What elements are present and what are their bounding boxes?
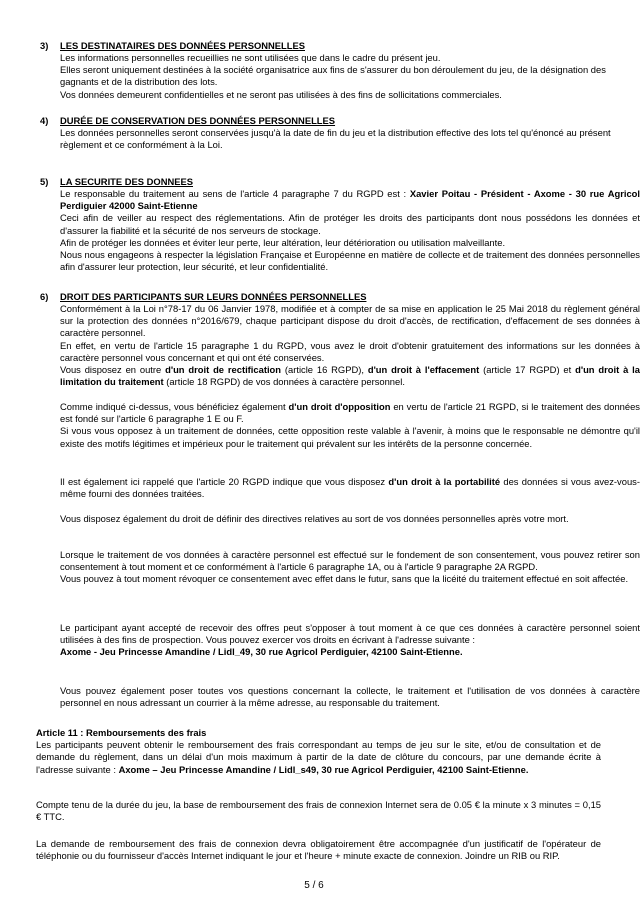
section-3-body <box>60 52 640 101</box>
right-erasure: d'un droit à l'effacement <box>367 364 480 376</box>
text-run: des données si vous avez-vous-même fourni des données traitées. <box>60 476 640 500</box>
section-6-block-6 <box>60 622 640 659</box>
section-4-body <box>60 127 640 151</box>
section-4-title: DURÉE DE CONSERVATION DES DONNÉES PERSONNELLES <box>60 115 336 126</box>
section-6-number: 6) <box>40 291 49 302</box>
section-3-line-1: Les informations personnelles recueillies ne sont utilisées que dans le cadre du présent jeu. <box>60 52 441 63</box>
article-11 <box>36 727 601 776</box>
section-5-number: 5) <box>40 176 49 187</box>
section-4-number: 4) <box>40 115 49 126</box>
section-5-title: LA SECURITE DES DONNEES <box>60 176 194 187</box>
section-6-para-12: Vous pouvez également poser toutes vos questions concernant la collecte, le traitement et l'utilisation de vos données à caractère personnel en nous adressant un courrier à la même adresse, au responsable du traitement. <box>60 685 640 709</box>
section-6-block-1 <box>60 303 640 388</box>
article-11-title: Article 11 : Remboursements des frais <box>36 727 207 738</box>
page-number: 5 / 6 <box>304 880 324 891</box>
section-3-title: LES DESTINATAIRES DES DONNÉES PERSONNELLES <box>60 40 305 51</box>
section-6-para-7: Vous disposez également du droit de définir des directives relatives au sort de vos données personnelles après votre mort. <box>60 513 569 524</box>
section-6-para-3 <box>60 364 640 388</box>
article-11-para-3: La demande de remboursement des frais de connexion devra obligatoirement être accompagnée d'un justificatif de l'opérateur de téléphonie ou du fournisseur d'accès Internet indiquant le jour et l'heure + minute exacte de connexion. Joindre un RIB ou RIP. <box>36 838 601 862</box>
right-opposition: d'un droit d'opposition <box>288 401 391 412</box>
refund-address: Axome – Jeu Princesse Amandine / Lidl_s49, 30 rue Agricol Perdiguier, 42100 Saint-Etienne. <box>118 763 529 775</box>
section-5-line-4: Nous nous engageons à respecter la législation Française et Européenne en matière de collecte et de traitement des données personnelles afin d'assurer leur protection, leur sécurité, et leur confidentialité. <box>60 249 640 273</box>
section-6-block-3 <box>60 476 640 500</box>
section-6-block-7 <box>60 685 640 709</box>
text-run: en vertu de l'article 21 RGPD, si le traitement des données est fondé sur l'article 6 paragraphe 1 E ou F. <box>60 401 640 425</box>
section-6-block-4 <box>60 513 640 525</box>
text-run: (article 17 RGPD) et <box>479 364 576 376</box>
section-6-para-10: Le participant ayant accepté de recevoir des offres peut s'opposer à tout moment à ce que ces données à caractère personnel soient utilisées à des fins de prospection. Vous pouvez exercer vos droits en écrivant à l'adresse suivante : <box>60 622 640 646</box>
section-3-line-2: Elles seront uniquement destinées à la société organisatrice aux fins de s'assurer du bon déroulement du jeu, de la désignation des gagnants et de la distribution des lots. <box>60 64 606 88</box>
right-portability: d'un droit à la portabilité <box>388 476 501 487</box>
text-run: Vous disposez en outre <box>60 364 166 376</box>
section-6-para-6 <box>60 476 640 500</box>
right-rectification: d'un droit de rectification <box>165 364 282 376</box>
section-4-line-1: Les données personnelles seront conservées jusqu'à la date de fin du jeu et la distribution effective des lots tel qu'énoncé au présent règlement et ce conformément à la Loi. <box>60 127 611 151</box>
contact-address: Axome - Jeu Princesse Amandine / Lidl_49, 30 rue Agricol Perdiguier, 42100 Saint-Etienne. <box>60 646 463 658</box>
section-6-block-5 <box>60 549 640 586</box>
section-5-line-1 <box>60 188 640 212</box>
article-11-block-2 <box>36 799 601 823</box>
section-6-para-8: Lorsque le traitement de vos données à caractère personnel est effectué sur le fondement de son consentement, vous pouvez retirer son consentement à tout moment et ce conformément à l'article 6 paragraphe 1A, ou à l'article 9 paragraphe 2A RGPD. <box>60 549 640 573</box>
section-6-para-1: Conformément à la Loi n°78-17 du 06 Janvier 1978, modifiée et à compter de sa mise en application le 25 Mai 2018 du règlement général sur la protection des données n°2016/679, chaque participant dispose du droit d'accès, de rectification, d'effacement de ses données à caractère personnel. <box>60 303 640 339</box>
section-6-para-2: En effet, en vertu de l'article 15 paragraphe 1 du RGPD, vous avez le droit d'obtenir gratuitement des informations sur les données à caractère personnel vous concernant et qui ont été conservées. <box>60 339 640 363</box>
text-run: (article 16 RGPD), <box>281 364 368 376</box>
section-5-line-3: Afin de protéger les données et éviter leur perte, leur altération, leur détérioration ou utilisation malveillante. <box>60 236 506 248</box>
section-6-title: DROIT DES PARTICIPANTS SUR LEURS DONNÉES PERSONNELLES <box>60 291 367 302</box>
section-6-para-5: Si vous vous opposez à un traitement de données, cette opposition reste valable à l'avenir, à moins que le responsable ne démontre qu'il existe des motifs légitimes et impérieux pour le traitement qui prévalent sur les intérêts de la personne concernée. <box>60 425 640 449</box>
text-run: Les participants peuvent obtenir le remboursement des frais correspondant au temps de jeu sur le site, et/ou de consultation et de demande du règlement, dans un délai d'un mois maximum à partir de la date de clôture du concours, par une demande écrite à l'adresse suivante : <box>36 739 601 775</box>
text-run: Il est également ici rappelé que l'article 20 RGPD indique que vous disposez <box>60 476 389 487</box>
right-limitation: d'un droit à la limitation du traitement <box>60 364 640 388</box>
article-11-para-1 <box>36 739 601 776</box>
text-run: (article 18 RGPD) de vos données à caractère personnel. <box>163 376 405 388</box>
section-5-body <box>60 188 640 273</box>
section-6-para-4 <box>60 401 640 425</box>
article-11-block-3 <box>36 838 601 862</box>
text-run: Comme indiqué ci-dessus, vous bénéficiez également <box>60 401 289 412</box>
section-6-para-9: Vous pouvez à tout moment révoquer ce consentement avec effet dans le futur, sans que la licéité du traitement effectué en soit affectée. <box>60 573 629 585</box>
section-5-line-2: Ceci afin de veiller au respect des réglementations. Afin de protéger les droits des participants dont nous possédons les données et d'assurer la fiabilité et la sécurité de nos serveurs de stockage. <box>60 212 640 236</box>
responsible-intro: Le responsable du traitement au sens de l'article 4 paragraphe 7 du RGPD est : <box>60 188 410 199</box>
section-3-line-3: Vos données demeurent confidentielles et ne seront pas utilisées à des fins de sollicitations commerciales. <box>60 88 502 100</box>
section-6-block-2 <box>60 401 640 450</box>
responsible-name: Xavier Poitau - Président - Axome - 30 rue Agricol Perdiguier 42000 Saint-Etienne <box>60 188 640 212</box>
article-11-para-2: Compte tenu de la durée du jeu, la base de remboursement des frais de connexion Internet sera de 0.05 € la minute x 3 minutes = 0,15 € TTC. <box>36 799 601 823</box>
section-3-number: 3) <box>40 40 49 51</box>
